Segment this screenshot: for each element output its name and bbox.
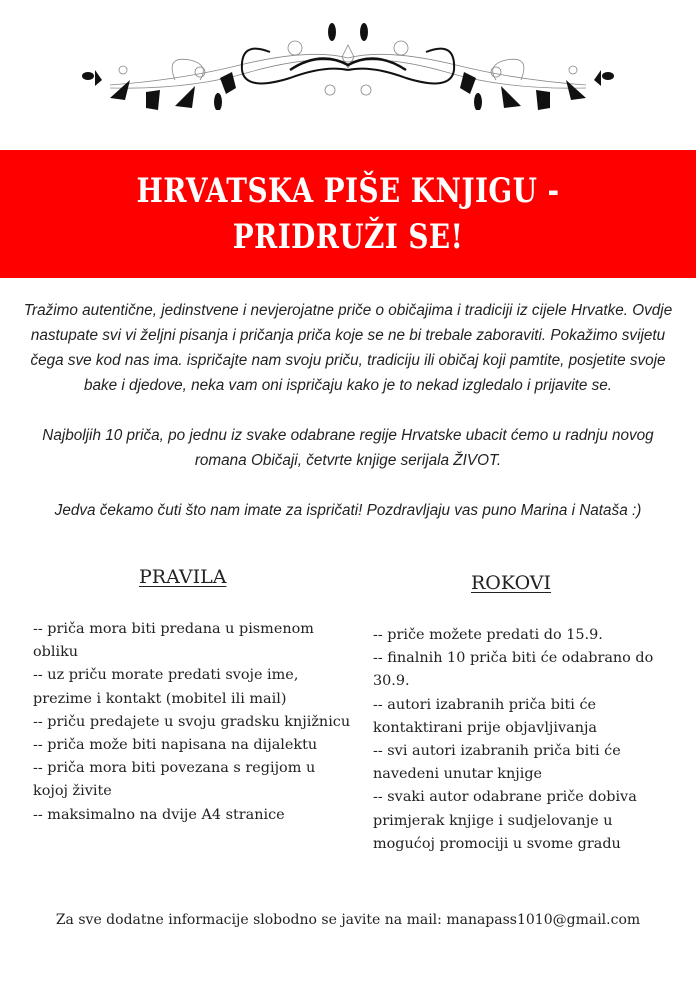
rokovi-list: [373, 624, 669, 856]
list-item: -- svaki autor odabrane priče dobiva primjerak knjige i sudjelovanje u mogućoj promociji u svome gradu: [373, 789, 637, 852]
list-item: -- priča mora biti povezana s regijom u kojoj živite: [33, 760, 316, 800]
floral-flourish-icon: [80, 10, 616, 110]
list-item: -- svi autori izabranih priča biti će navedeni unutar knjige: [373, 743, 621, 783]
intro-paragraph: Najboljih 10 priča, po jednu iz svake odabrane regije Hrvatske ubacit ćemo u radnju novog romana Običaji, četvrte knjige serijala ŽIVOT.: [42, 427, 654, 469]
list-item: -- maksimalno na dvije A4 stranice: [33, 806, 285, 823]
intro-text: [20, 298, 676, 548]
list-item: -- finalnih 10 priča biti će odabrano do 30.9.: [373, 650, 654, 690]
intro-paragraph: Jedva čekamo čuti što nam imate za ispričati! Pozdravljaju vas puno Marina i Nataša :): [54, 502, 642, 519]
pravila-list: [33, 618, 353, 827]
pravila-heading: PRAVILA: [139, 566, 227, 588]
list-item: -- uz priču morate predati svoje ime, prezime i kontakt (mobitel ili mail): [33, 667, 299, 707]
list-item: -- priča mora biti predana u pismenom obliku: [33, 621, 314, 661]
page-title: [63, 168, 634, 260]
list-item: -- priču predajete u svoju gradsku knjižnicu: [33, 713, 351, 730]
page-title-line-2: PRIDRUŽI SE!: [232, 217, 464, 257]
list-item: -- priče možete predati do 15.9.: [373, 627, 603, 643]
list-item: -- priča može biti napisana na dijalektu: [33, 737, 318, 754]
contact-footer: Za sve dodatne informacije slobodno se javite na mail: manapass1010@gmail.com: [55, 912, 641, 928]
list-item: -- autori izabranih priča biti će kontaktirani prije objavljivanja: [373, 696, 598, 736]
rokovi-heading: ROKOVI: [471, 572, 552, 594]
leaf-shapes: [82, 23, 614, 110]
page-title-line-1: HRVATSKA PIŠE KNJIGU -: [136, 171, 560, 211]
intro-paragraph: Tražimo autentične, jedinstvene i nevjerojatne priče o običajima i tradiciji iz cijele Hrvatke. Ovdje nastupate svi vi željni pisanja i pričanja priča koje se ne bi trebale zaboraviti. Pokažimo svijetu čega sve kod nas ima. ispričajte nam svoju priču, tradiciju ili običaj koji pamtite, posjetite svoje bake i djedove, neka vam oni ispričaju kako je to nekad izgledalo i prijavite se.: [23, 302, 673, 394]
